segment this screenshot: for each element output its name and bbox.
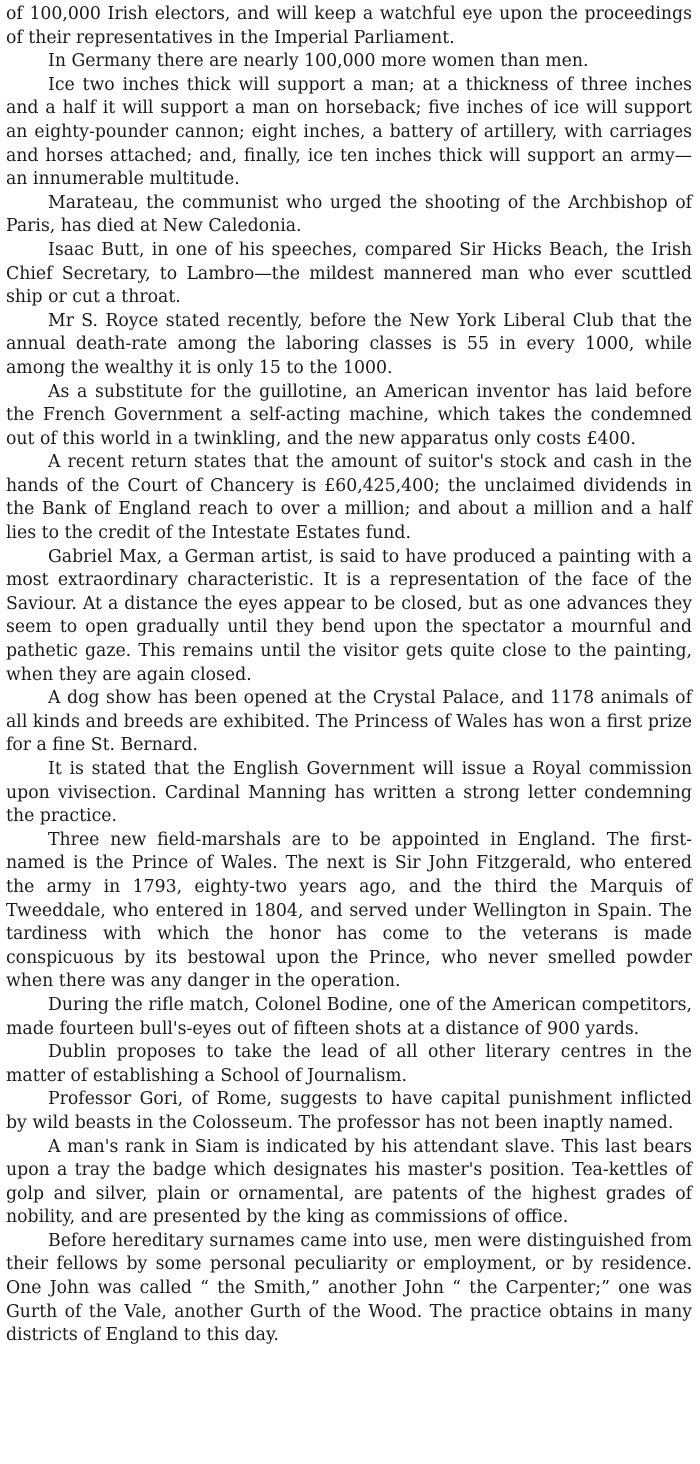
paragraph-vivisection: It is stated that the English Government will issue a Royal commission upon vivisection. Cardinal Manning has written a strong letter condemning the practice. [6,759,692,827]
paragraph-surnames: Before hereditary surnames came into use, men were distinguished from their fellows by some personal peculiarity or employment, or by residence. One John was called “ the Smith,” another John “ the Carpenter;” one was Gurth of the Vale, another Gurth of the Wood. The practice obtains in many districts of England to this day. [6,1230,692,1346]
paragraph-ice-thickness: Ice two inches thick will support a man; at a thickness of three inches and a half it will support a man on horseback; five inches of ice will support an eighty-pounder cannon; eight inches, a battery of artillery, with carriages and horses attached; and, finally, ice ten inches thick will support an army—an innumerable multitude. [6,74,692,190]
paragraph-isaac-butt: Isaac Butt, in one of his speeches, compared Sir Hicks Beach, the Irish Chief Secretary, to Lambro—the mildest mannered man who ever scuttled ship or cut a throat. [6,239,692,308]
paragraph-dublin-journalism: Dublin proposes to take the lead of all other literary centres in the matter of establishing a School of Journalism. [6,1042,692,1086]
paragraph-germany-women: In Germany there are nearly 100,000 more women than men. [48,51,589,72]
paragraph-siam-rank: A man's rank in Siam is indicated by his attendant slave. This last bears upon a tray the badge which designates his master's position. Tea-kettles of golp and silver, plain or ornamental, are patents of the highest grades of nobility, and are presented by the king as commissions of office. [6,1136,692,1228]
paragraph-irish-electors: of 100,000 Irish electors, and will keep a watchful eye upon the proceedings of their representatives in the Imperial Parliament. [6,4,692,48]
paragraph-death-rate: Mr S. Royce stated recently, before the New York Liberal Club that the annual death-rate among the laboring classes is 55 in every 1000, while among the wealthy it is only 15 to the 1000. [6,310,692,378]
paragraph-chancery: A recent return states that the amount of suitor's stock and cash in the hands of the Court of Chancery is £60,425,400; the unclaimed dividends in the Bank of England reach to over a million; and about a million and a half lies to the credit of the Intestate Estates fund. [6,452,692,544]
paragraph-gabriel-max: Gabriel Max, a German artist, is said to have produced a painting with a most extraordinary characteristic. It is a representation of the face of the Saviour. At a distance the eyes appear to be closed, but as one advances they seem to open gradually until they bend upon the spectator a mournful and pathetic gaze. This remains until the visitor gets quite close to the painting, when they are again closed. [6,546,692,685]
paragraph-field-marshals: Three new field-marshals are to be appointed in England. The first-named is the Prince of Wales. The next is Sir John Fitzgerald, who entered the army in 1793, eighty-two years ago, and the third the Marquis of Tweeddale, who entered in 1804, and served under Wellington in Spain. The tardiness with which the honor has come to the veterans is made conspicuous by its bestowal upon the Prince, who never smelled powder when there was any danger in the operation. [6,829,692,992]
paragraph-professor-gori: Professor Gori, of Rome, suggests to have capital punishment inflicted by wild beasts in the Colosseum. The professor has not been inaptly named. [6,1089,692,1133]
paragraph-rifle-match: During the rifle match, Colonel Bodine, one of the American competitors, made fourteen bull's-eyes out of fifteen shots at a distance of 900 yards. [6,994,692,1039]
paragraph-guillotine: As a substitute for the guillotine, an American inventor has laid before the French Government a self-acting machine, which takes the condemned out of this world in a twinkling, and the new apparatus only costs £400. [6,381,692,449]
paragraph-marateau: Marateau, the communist who urged the shooting of the Archbishop of Paris, has died at New Caledonia. [6,192,692,237]
paragraph-dog-show: A dog show has been opened at the Crystal Palace, and 1178 animals of all kinds and breeds are exhibited. The Princess of Wales has won a first prize for a fine St. Bernard. [6,688,692,756]
